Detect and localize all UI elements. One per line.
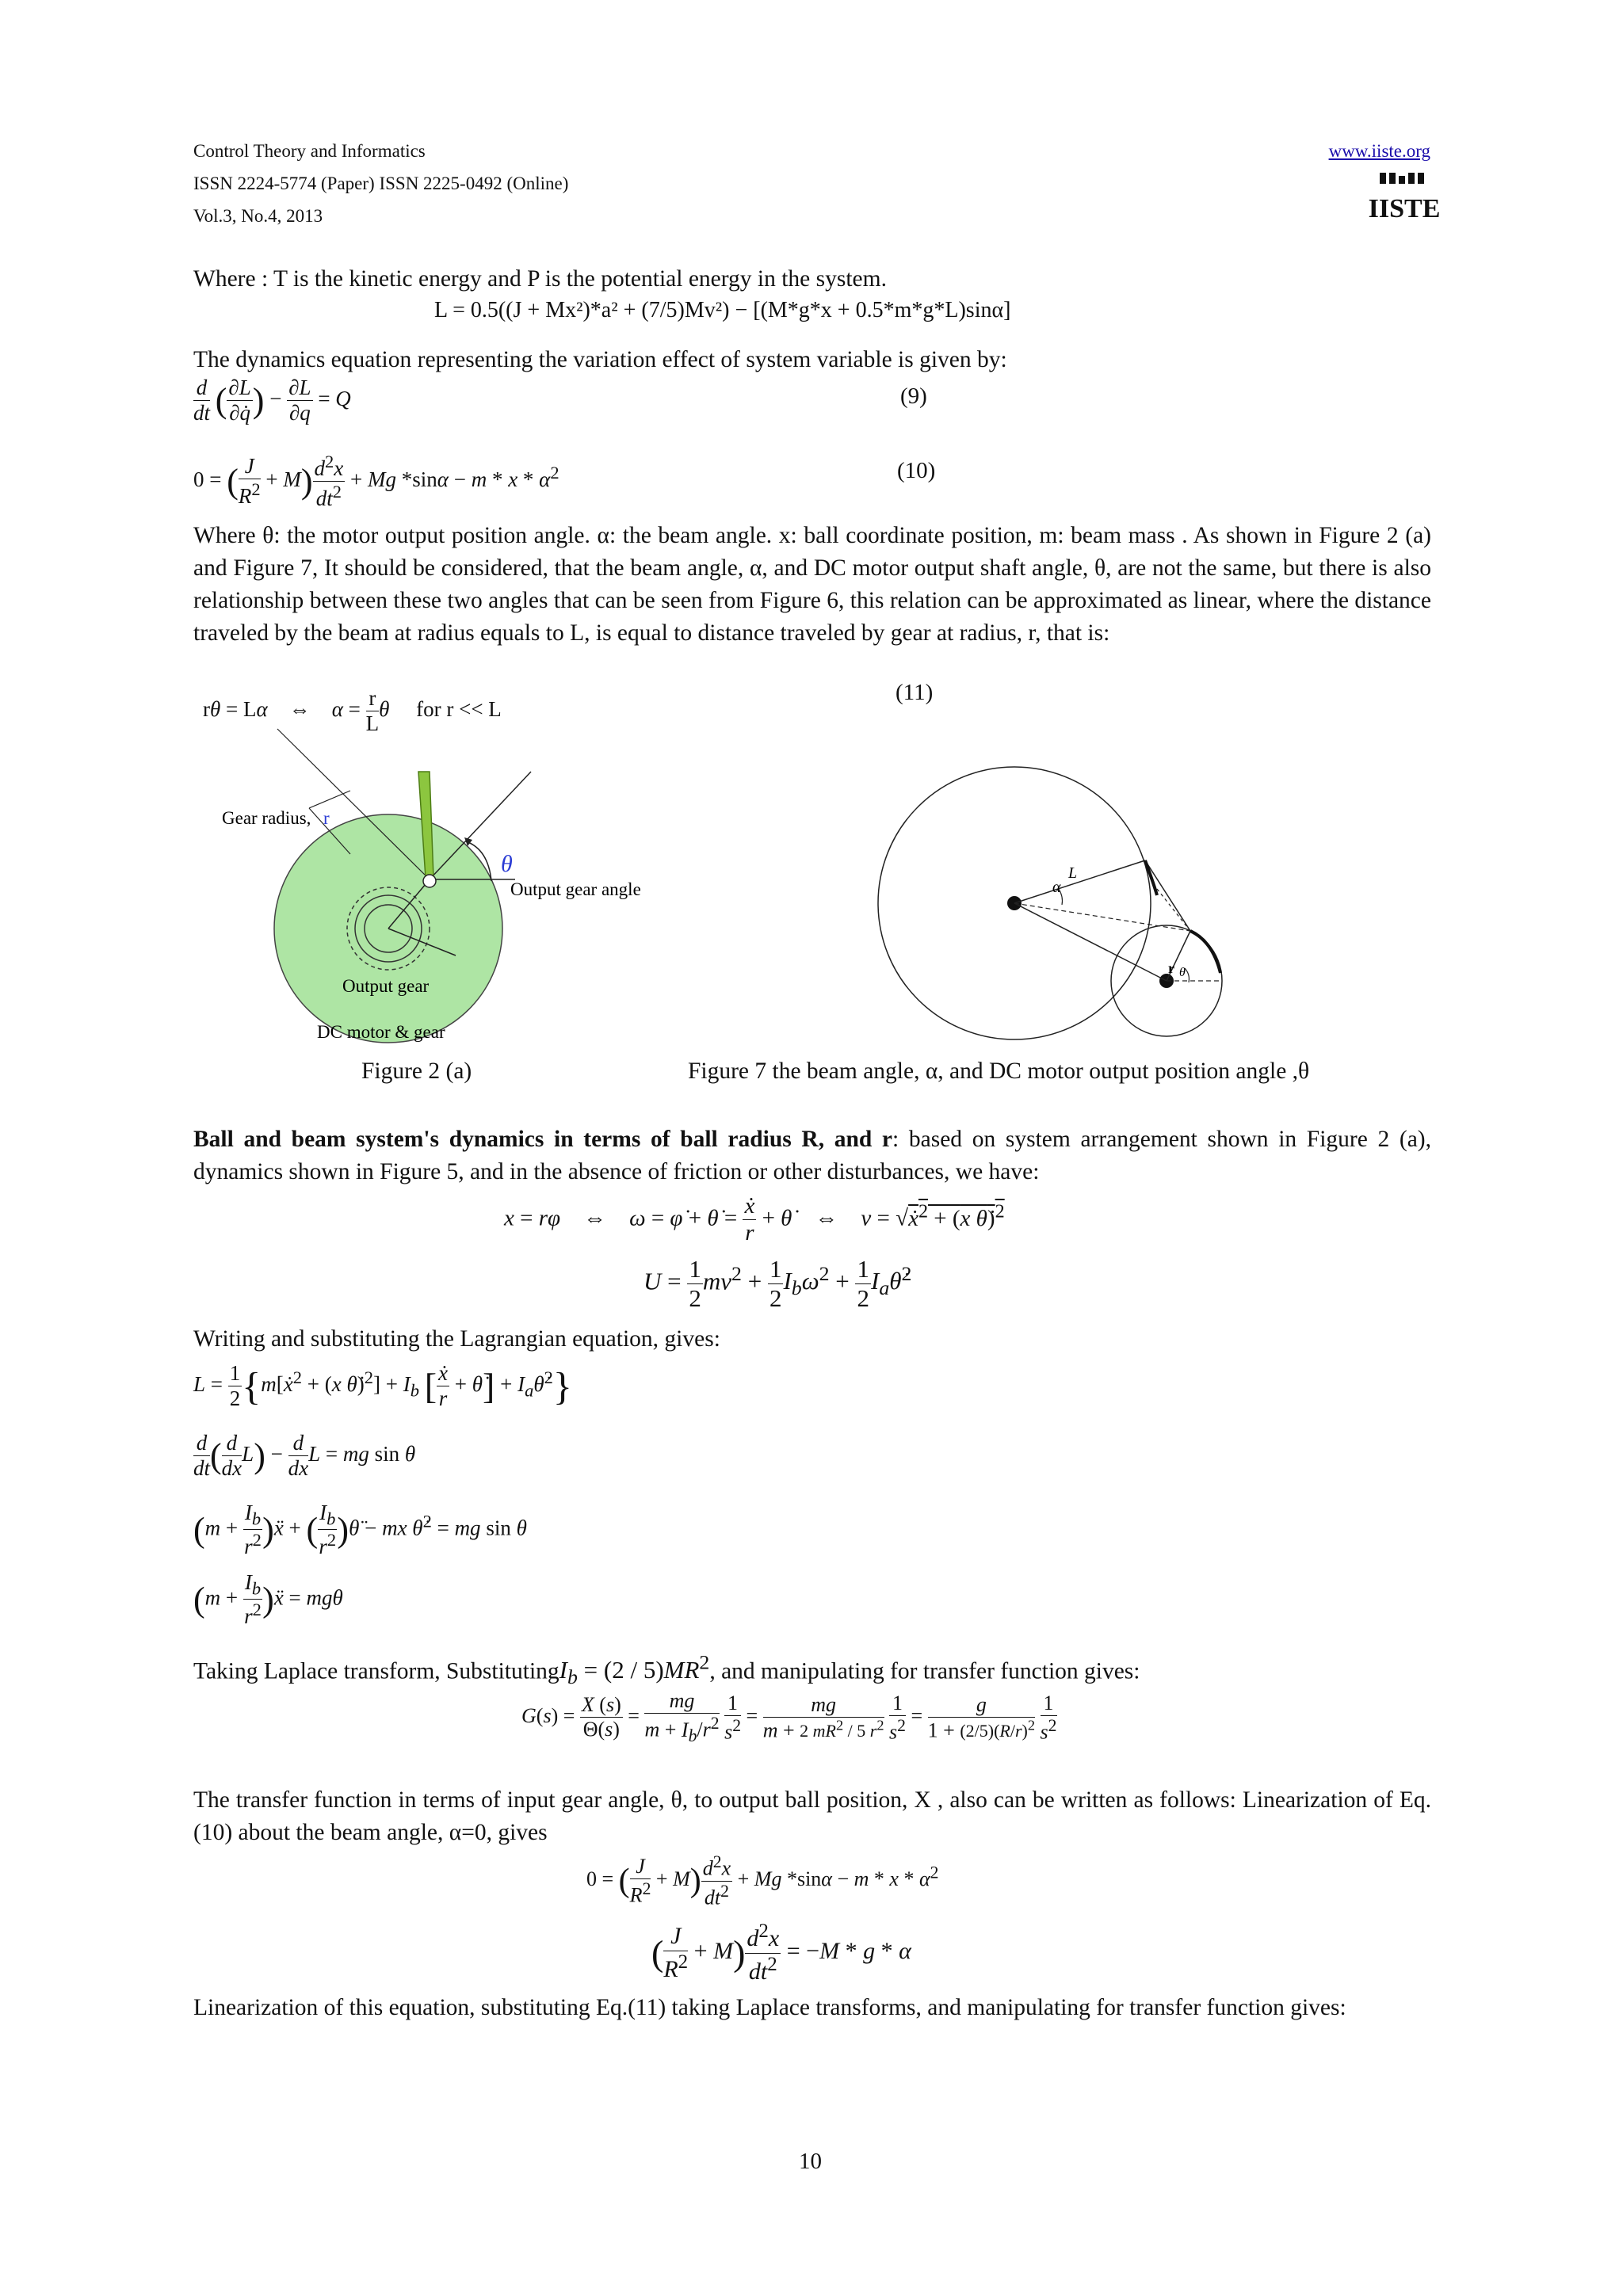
- paragraph-laplace-post: , and manipulating for transfer function gives:: [709, 1658, 1140, 1684]
- equation-10-number: (10): [897, 458, 936, 483]
- issn-line: ISSN 2224-5774 (Paper) ISSN 2225-0492 (Online): [193, 174, 569, 193]
- gear-radius-label: Gear radius,: [222, 808, 311, 828]
- equation-transfer-function-G: G(s) = $\frac{X (s)}{\Theta(s)}$ = $\frac{mg}{m + I_b/r^2}$ $\frac{1}{s^2}$ = $\frac{mg}{m + 2 mR^2 / 5 r^2}$ $\frac{1}{s^2}$ = $\frac{g}{1 + (2/5)(R/r)^2}$ $\frac{1}{s^2}$: [521, 1689, 1057, 1745]
- equation-linearized: ( $\frac{J}{R^2}$ + M) $\frac{d^2x}{dt^2}$ = −M * g * α: [651, 1920, 911, 1985]
- lagrangian-equation: L = 0.5((J + Mx²)*a² + (7/5)Mv²) − [(M*g*x + 0.5*m*g*L)sinα]: [434, 298, 1011, 322]
- figure-7-caption: Figure 7 the beam angle, α, and DC motor output position angle ,θ: [688, 1058, 1310, 1084]
- paragraph-ball-beam-dynamics: [193, 1123, 1431, 1188]
- equation-euler-lagrange: $\frac{d}{dt}$ ( $\frac{d}{dx}$ L) − $\frac{d}{dx}$ L = mg sin θ: [193, 1431, 416, 1481]
- paragraph-energy: Where : T is the kinetic energy and P is the potential energy in the system.: [193, 266, 887, 292]
- equation-10-repeat: 0 = ( $\frac{J}{R^2}$ + M) $\frac{d^2x}{dt^2}$ + Mg $*\sin\alpha - m * x * \alpha^2$: [586, 1852, 939, 1909]
- equation-11: rθ = Lα ⇔ α = $\frac{r}{L}$ θ for r << L: [203, 686, 502, 736]
- theta-label: θ: [501, 851, 513, 877]
- gear-radius-r-label: r: [323, 808, 330, 828]
- paragraph-laplace: Taking Laplace transform, SubstitutingI$_b$ = $(2 / 5)MR^2$, and manipulating for transfer function gives:: [193, 1651, 1140, 1689]
- paragraph-dynamics-intro: The dynamics equation representing the variation effect of system variable is given by:: [193, 347, 1007, 372]
- equation-motion-full: (m + $\frac{I_b}{r^2}$ )ẍ + ( $\frac{I_b}{r^2}$ )θ̈ − mx θ̇$^2$ = mg sin θ: [193, 1501, 527, 1559]
- journal-url-link[interactable]: www.iiste.org: [1328, 141, 1430, 161]
- page-number: 10: [799, 2149, 822, 2174]
- paragraph-angle-relation: Where θ: the motor output position angle. α: the beam angle. x: ball coordinate position, m: beam mass . As shown in Figure 2 (a) and Figure 7, It should be considered, that the beam angle, α, and DC motor output shaft angle, θ, are not the same, but there is also relationship between these two angles that can be seen from Figure 6, this relation can be approximated as linear, where the distance traveled by the beam at radius equals to L, is equal to distance traveled by gear at radius, r, that is:: [193, 523, 1431, 646]
- paragraph-ball-beam-text: : based on system arrangement shown in Figure 2 (a), dynamics shown in Figure 5, and in the absence of friction or other disturbances, we have:: [193, 1127, 1431, 1184]
- journal-title: Control Theory and Informatics: [193, 141, 426, 161]
- figure-2a-caption: Figure 2 (a): [361, 1058, 472, 1084]
- fig7-theta-label: θ: [1179, 966, 1186, 979]
- output-gear-label: Output gear: [342, 976, 430, 996]
- paragraph-final: Linearization of this equation, substituting Eq.(11) taking Laplace transforms, and manipulating for transfer function gives:: [193, 1995, 1346, 2020]
- equation-energy-U: U = $\frac{1}{2}$ $mv^2$ + $\frac{1}{2}$ $I_b\omega^2$ + $\frac{1}{2}$ $I_a\thetȧ^2$: [643, 1255, 912, 1312]
- fig7-r-label: r: [1168, 960, 1174, 976]
- iiste-logo: [1368, 170, 1441, 223]
- volume-line: Vol.3, No.4, 2013: [193, 206, 323, 226]
- paragraph-laplace-pre: Taking Laplace transform, Substituting: [193, 1658, 559, 1684]
- fig7-L-label: L: [1068, 864, 1078, 882]
- equation-11-number: (11): [896, 680, 934, 705]
- equation-motion-linear: (m + $\frac{I_b}{r^2}$ )ẍ = mgθ: [193, 1570, 343, 1629]
- equation-kinematics: x = rφ ⇔ ω = φ̇ + θ̇ = $\frac{\text{ẋ}}{r}$ + θ̇ ⇔ v = √ẋ$^2$ + (x θ̇)$^2$: [504, 1193, 1005, 1246]
- paragraph-lagrangian-substitution: Writing and substituting the Lagrangian equation, gives:: [193, 1326, 720, 1352]
- paragraph-ball-beam-heading: Ball and beam system's dynamics in terms of ball radius R, and r: [193, 1127, 893, 1152]
- equation-9: $\frac{d}{dt}$ ( $\frac{\partial L}{\partial q̇}$ ) − $\frac{\partial L}{\partial q}$ = Q: [193, 376, 351, 425]
- equation-9-number: (9): [900, 383, 927, 409]
- equation-10: 0 = ( $\frac{J}{R^2}$ + M) $\frac{d^2x}{dt^2}$ + Mg $*\sin\alpha - m * x * \alpha^2$: [193, 452, 559, 511]
- dc-motor-label: DC motor & gear: [317, 1022, 445, 1042]
- svg-text:IISTE: IISTE: [1368, 194, 1441, 223]
- figure-7: [872, 761, 1284, 1054]
- paragraph-linearization: The transfer function in terms of input gear angle, θ, to output ball position, X , also can be written as follows: Linearization of Eq.(10) about the beam angle, α=0, gives: [193, 1787, 1431, 1845]
- equation-lagrangian: L = $\frac{1}{2}$ {m[ẋ$^2$ + (x θ̇)$^2$] + $I_b$ [ $\frac{\text{ẋ}}{r}$ + θ̇] + $I_a\thetȧ^2$}: [193, 1361, 572, 1411]
- fig7-alpha-label: α: [1052, 879, 1061, 896]
- output-gear-angle-label: Output gear angle: [510, 879, 641, 899]
- figure-2a: [214, 761, 674, 1054]
